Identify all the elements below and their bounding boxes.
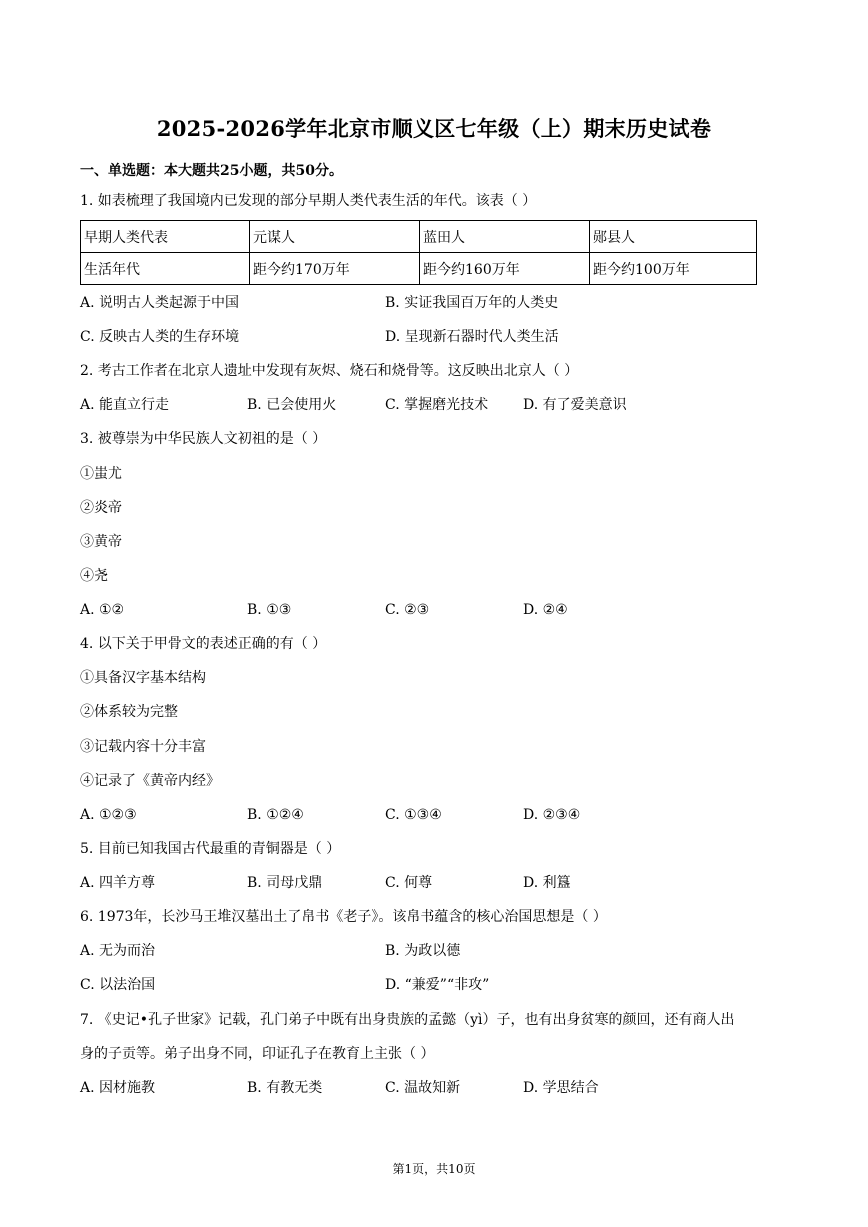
question-2-stem: 2. 考古工作者在北京人遗址中发现有灰烬、烧石和烧骨等。这反映出北京人（ ） xyxy=(80,363,579,379)
question-1-option-b: B. 实证我国百万年的人类史 xyxy=(385,295,559,311)
question-1-option-c: C. 反映古人类的生存环境 xyxy=(80,329,240,345)
question-1-option-a: A. 说明古人类起源于中国 xyxy=(80,295,240,311)
question-4-item: ①具备汉字基本结构 xyxy=(80,670,206,686)
question-2-option-c: C. 掌握磨光技术 xyxy=(385,397,489,413)
question-2-option-d: D. 有了爱美意识 xyxy=(523,397,627,413)
question-4-option-d: D. ②③④ xyxy=(523,807,581,823)
question-1-stem: 1. 如表梳理了我国境内已发现的部分早期人类代表生活的年代。该表（ ） xyxy=(80,193,537,209)
table-cell: 元谋人 xyxy=(250,221,420,253)
question-4-option-a: A. ①②③ xyxy=(80,807,137,823)
question-3-item: ③黄帝 xyxy=(80,534,122,550)
question-6-stem: 6. 1973年，长沙马王堆汉墓出土了帛书《老子》。该帛书蕴含的核心治国思想是（ ） xyxy=(80,909,607,925)
table-row xyxy=(81,221,757,253)
question-3-option-d: D. ②④ xyxy=(523,602,568,618)
question-4-item: ④记录了《黄帝内经》 xyxy=(80,773,220,789)
question-4-stem: 4. 以下关于甲骨文的表述正确的有（ ） xyxy=(80,636,327,652)
question-5-option-a: A. 四羊方尊 xyxy=(80,875,156,891)
question-7-stem: 7. 《史记•孔子世家》记载，孔门弟子中既有出身贵族的孟懿（yì）子，也有出身贫寒的颜回，还有商人出 xyxy=(80,1012,735,1028)
question-5-stem: 5. 目前已知我国古代最重的青铜器是（ ） xyxy=(80,841,341,857)
question-4-item: ②体系较为完整 xyxy=(80,704,178,720)
question-7-option-c: C. 温故知新 xyxy=(385,1080,461,1096)
question-5-option-d: D. 利簋 xyxy=(523,875,571,891)
question-4-item: ③记载内容十分丰富 xyxy=(80,739,206,755)
question-3-option-b: B. ①③ xyxy=(247,602,292,618)
table-cell: 早期人类代表 xyxy=(81,221,250,253)
question-3-item: ①蚩尤 xyxy=(80,466,122,482)
table-cell: 生活年代 xyxy=(81,253,250,285)
table-row xyxy=(81,253,757,285)
question-5-option-b: B. 司母戊鼎 xyxy=(247,875,323,891)
question-6-option-b: B. 为政以德 xyxy=(385,943,461,959)
question-3-option-a: A. ①② xyxy=(80,602,125,618)
question-1-option-d: D. 呈现新石器时代人类生活 xyxy=(385,329,559,345)
question-6-option-c: C. 以法治国 xyxy=(80,977,156,993)
question-3-option-c: C. ②③ xyxy=(385,602,430,618)
table-cell: 距今约160万年 xyxy=(420,253,590,285)
question-2-option-b: B. 已会使用火 xyxy=(247,397,337,413)
question-3-item: ②炎帝 xyxy=(80,500,122,516)
question-1-table xyxy=(80,220,757,285)
table-cell: 蓝田人 xyxy=(420,221,590,253)
table-cell: 距今约100万年 xyxy=(590,253,757,285)
table-cell: 距今约170万年 xyxy=(250,253,420,285)
question-3-item: ④尧 xyxy=(80,568,108,584)
question-2-option-a: A. 能直立行走 xyxy=(80,397,170,413)
question-5-option-c: C. 何尊 xyxy=(385,875,433,891)
page-footer: 第1页，共10页 xyxy=(392,1162,476,1176)
table-cell: 郧县人 xyxy=(590,221,757,253)
question-6-option-a: A. 无为而治 xyxy=(80,943,156,959)
question-4-option-b: B. ①②④ xyxy=(247,807,304,823)
question-4-option-c: C. ①③④ xyxy=(385,807,442,823)
exam-title: 2025-2026学年北京市顺义区七年级（上）期末历史试卷 xyxy=(156,116,712,141)
section-heading: 一、单选题：本大题共25小题，共50分。 xyxy=(80,163,343,179)
question-7-option-a: A. 因材施教 xyxy=(80,1080,156,1096)
question-7-option-b: B. 有教无类 xyxy=(247,1080,323,1096)
question-7-option-d: D. 学思结合 xyxy=(523,1080,599,1096)
question-3-stem: 3. 被尊崇为中华民族人文初祖的是（ ） xyxy=(80,431,327,447)
question-6-option-d: D. “兼爱”“非攻” xyxy=(385,977,490,993)
question-7-stem-continued: 身的子贡等。弟子出身不同，印证孔子在教育上主张（ ） xyxy=(80,1046,435,1062)
